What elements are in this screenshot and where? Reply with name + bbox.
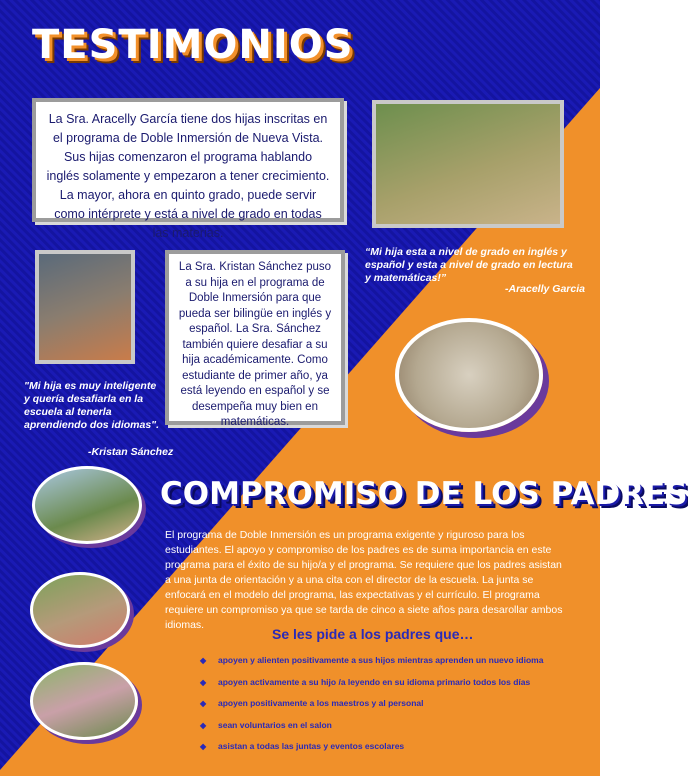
list-item: ◆ apoyen activamente a su hijo /a leyendo en su idioma primario todos los días	[200, 672, 543, 694]
testimonial-text-sanchez: La Sra. Kristan Sánchez puso a su hija en el programa de Doble Inmersión para que pueda ser bilingüe en inglés y español. La Sra. Sánchez también quiere desafiar a su hija académicamente. Como estudiante de primer año, ya está leyendo en español y se desempeña muy bien en matemáticas.	[178, 261, 332, 428]
parents-commitment-title: COMPROMISO DE LOS PADRES	[160, 476, 688, 512]
photo-garcia-family	[372, 100, 564, 228]
author-garcia: -Aracelly Garcia	[505, 283, 585, 295]
photo-students-circle	[395, 318, 543, 432]
diamond-bullet-icon: ◆	[200, 742, 207, 751]
testimonial-text-garcia: La Sra. Aracelly García tiene dos hijas inscritas en el programa de Doble Inmersión de Nueva Vista. Sus hijas comenzaron el programa hablando inglés solamente y empezaron a tener crecimiento. La mayor, ahora en quinto grado, puede servir como intérprete y está a nivel de grado en todas las materias.	[46, 112, 330, 240]
photo-parent-oval-3	[30, 662, 138, 740]
testimonial-card-garcia	[32, 98, 344, 240]
photo-sanchez-family	[35, 250, 135, 364]
diamond-bullet-icon: ◆	[200, 656, 207, 665]
testimonial-card-sanchez	[165, 250, 345, 428]
quote-garcia: “Mi hija esta a nivel de grado en inglés y español y esta a nivel de grado en lectura y matemáticas!”	[365, 246, 573, 284]
diamond-bullet-icon: ◆	[200, 720, 207, 730]
list-item: ◆ apoyen y alienten positivamente a sus hijos mientras aprenden un nuevo idioma	[200, 650, 543, 672]
testimonials-title: TESTIMONIOS	[32, 22, 354, 68]
parents-body-text: El programa de Doble Inmersión es un programa exigente y riguroso para los estudiantes. El apoyo y compromiso de los padres es de suma importancia en este programa para el éxito de su hijo/a y el programa. Se requiere que los padres asistan a una junta de orientación y a una cita con el director de la escuela. La junta se enfocará en el modelo del programa, las expectativas y el currículo. El programa requiere un compromiso ya que se tarda de cinco a siete años para desarollar ambos idiomas.	[165, 529, 563, 631]
author-sanchez: -Kristan Sánchez	[88, 446, 174, 458]
diamond-bullet-icon: ◆	[200, 699, 207, 708]
parents-subhead: Se les pide a los padres que…	[272, 626, 474, 642]
parents-bullet-list	[200, 650, 543, 758]
diamond-bullet-icon: ◆	[200, 677, 207, 687]
photo-parent-oval-2	[30, 572, 130, 648]
list-item: ◆ apoyen positivamente a los maestros y al personal	[200, 693, 543, 715]
list-item: ◆ asistan a todas las juntas y eventos escolares	[200, 736, 543, 758]
photo-parent-oval-1	[32, 466, 142, 544]
quote-sanchez: "Mi hija es muy inteligente y quería desafiarla en la escuela al tenerla aprendiendo dos idiomas".	[24, 380, 160, 431]
list-item: ◆ sean voluntarios en el salon	[200, 715, 543, 737]
